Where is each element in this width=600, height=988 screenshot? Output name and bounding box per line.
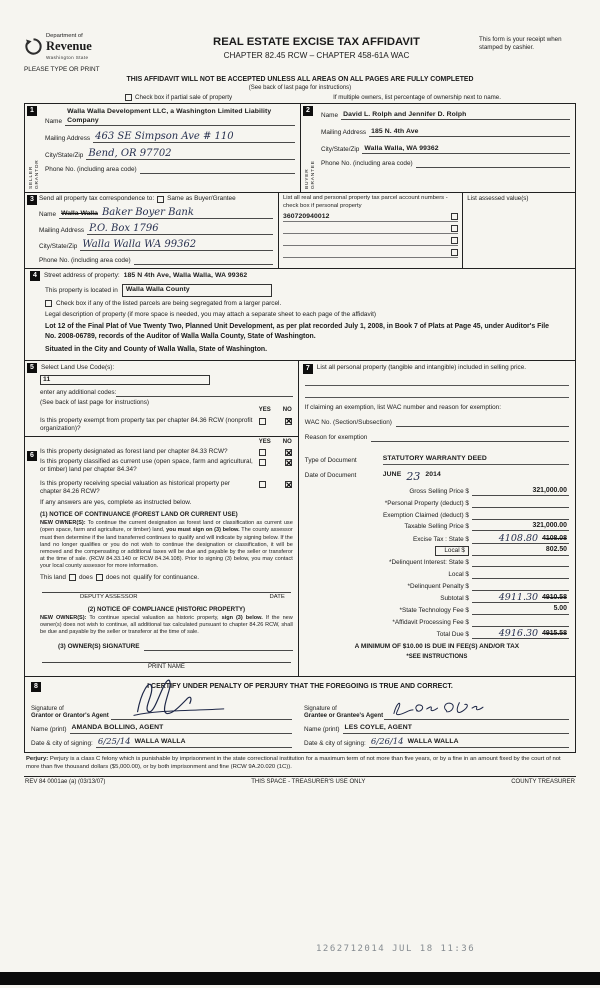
legal-description-label: Legal description of property (if more space is needed, you may attach a separate sheet to each page of the affidavit) <box>45 310 376 318</box>
parcel-personal-checkbox-3[interactable] <box>451 237 458 244</box>
exemption-reason-field[interactable] <box>371 433 569 442</box>
corr-name-label: Name <box>39 211 57 219</box>
exemption-claim-label: If claiming an exemption, list WAC number and reason for exemption: <box>304 403 501 411</box>
total-due-struck-value: 4915.58 <box>542 629 567 637</box>
warning-line: THIS AFFIDAVIT WILL NOT BE ACCEPTED UNLESS ALL AREAS ON ALL PAGES ARE FULLY COMPLETED <box>126 75 474 83</box>
historic-yes-checkbox[interactable] <box>259 481 266 488</box>
seller-mailing-field[interactable] <box>93 132 295 143</box>
grantor-name-print-label: Name (print) <box>31 725 67 733</box>
grantee-date-label: Date & city of signing: <box>304 739 366 747</box>
personal-property-and-tax-section <box>298 361 575 676</box>
fee-row-subtotal: Subtotal $ 4911.30 4910.58 <box>440 592 567 604</box>
section-3-badge: 3 <box>27 195 37 205</box>
corr-city-label: City/State/Zip <box>39 243 78 251</box>
personal-property-deduct-field[interactable] <box>472 499 569 508</box>
corr-name-struck-value: Walla Walla <box>61 209 98 217</box>
fee-row-excise-local <box>305 544 569 556</box>
grantee-name-value: LES COYLE, AGENT <box>344 724 412 732</box>
corr-name-field[interactable] <box>59 208 273 219</box>
seller-name-label: Name <box>45 118 63 126</box>
current-use-yes-checkbox[interactable] <box>259 459 266 466</box>
partial-sale-label: Check box if partial sale of property <box>135 93 233 101</box>
section-8-badge: 8 <box>31 682 41 692</box>
corr-name-handwritten-value: Baker Boyer Bank <box>101 207 194 219</box>
historic-question: Is this property receiving special valuation as historical property per chapter 84.26 RCW? <box>40 480 231 496</box>
delinquent-penalty-field[interactable] <box>472 582 569 591</box>
grantor-date-value: 6/25/14 <box>97 737 131 748</box>
grantee-date-value: 6/26/14 <box>370 737 404 748</box>
parcel-personal-checkbox-2[interactable] <box>451 225 458 232</box>
owners-signature-label: (3) OWNER(S) SIGNATURE <box>58 643 140 651</box>
same-as-buyer-checkbox[interactable] <box>157 196 164 203</box>
form-title-block <box>154 33 479 61</box>
see-back-note: (See back of last page for instructions) <box>248 85 352 92</box>
fee-row-delinquent-interest-local: Local $ <box>305 567 569 579</box>
fee-row-taxable-selling-price: Taxable Selling Price $ 321,000.00 <box>404 521 567 531</box>
wac-number-label: WAC No. (Section/Subsection) <box>304 418 392 426</box>
assessed-values-header: List assessed value(s) <box>467 195 529 203</box>
subtotal-field[interactable] <box>472 591 569 604</box>
located-in-label: This property is located in <box>45 286 118 294</box>
parcel-row <box>283 223 458 234</box>
date-label: DATE <box>269 593 285 600</box>
section-6-badge: 6 <box>27 451 37 461</box>
grantee-sig-label-1: Signature of <box>304 704 337 712</box>
processing-fee-field[interactable] <box>472 618 569 627</box>
exempt-question: Is this property exempt from property tax per chapter 84.36 RCW (nonprofit organization)? <box>40 416 253 432</box>
grantor-signature <box>123 675 253 719</box>
document-date-day-handwritten: 23 <box>406 469 421 483</box>
exempt-yes-checkbox[interactable] <box>259 418 266 425</box>
county-value: Walla Walla County <box>122 284 272 296</box>
print-name-label: PRINT NAME <box>147 664 185 671</box>
corr-city-value: Walla Walla WA 99362 <box>82 239 197 251</box>
total-due-field[interactable] <box>472 627 569 640</box>
document-type-label: Type of Document <box>304 456 357 464</box>
form-title: REAL ESTATE EXCISE TAX AFFIDAVIT <box>213 36 420 48</box>
county-treasurer-label: COUNTY TREASURER <box>511 778 575 785</box>
buyer-city-value: Walla Walla, WA 99362 <box>364 144 439 152</box>
fee-row-technology-fee: *State Technology Fee $ 5.00 <box>399 605 567 614</box>
parcel-number-value: 360720940012 <box>283 212 330 220</box>
tax-correspondence-section <box>24 193 576 269</box>
logo-wastate-text: Washington State <box>46 54 89 60</box>
tax-computation-rows <box>305 485 569 640</box>
buyer-phone-field[interactable] <box>416 159 570 168</box>
wac-number-field[interactable] <box>396 418 569 427</box>
fee-row-total-due: Total Due $ 4916.30 4915.58 <box>436 628 567 640</box>
section-1-badge: 1 <box>27 106 37 116</box>
historic-no-checkbox[interactable] <box>285 481 292 488</box>
section-2-badge: 2 <box>303 106 313 116</box>
street-address-value: 185 N 4th Ave, Walla Walla, WA 99362 <box>123 272 248 280</box>
grantee-signing-block <box>300 703 569 748</box>
grantor-name-field[interactable] <box>70 724 292 733</box>
print-name-line[interactable] <box>42 651 291 663</box>
ownership-note-row <box>24 94 576 102</box>
dor-logo <box>24 33 154 74</box>
grantor-date-field[interactable] <box>96 738 292 748</box>
deputy-assessor-signature-line[interactable] <box>42 582 291 593</box>
land-use-label: Select Land Use Code(s): <box>41 363 115 371</box>
section-4-badge: 4 <box>30 271 40 281</box>
classification-section <box>25 436 298 676</box>
grantor-name-value: AMANDA BOLLING, AGENT <box>71 724 164 732</box>
exemption-reason-label: Reason for exemption <box>304 433 368 441</box>
send-correspondence-label: Send all property tax correspondence to: <box>39 195 155 203</box>
local-label-box: Local $ <box>435 546 469 556</box>
corr-phone-label: Phone No. (including area code) <box>39 257 131 265</box>
yes-column-header: YES <box>258 438 271 445</box>
exemption-claimed-field[interactable] <box>472 511 569 520</box>
seller-grantor-vertical-label: SELLER GRANTOR <box>29 159 40 190</box>
parcel-row <box>283 211 458 222</box>
treasurer-space-label: THIS SPACE - TREASURER'S USE ONLY <box>251 778 366 785</box>
notice-compliance-text: NEW OWNER(S): To continue special valuation as historic property, sign (3) below. If the new owner(s) does not wish to continue, all additional tax calculated pursuant to chapter 84.26 RCW, shall be due and payable by the seller or transferor at the time of sale. <box>40 614 293 636</box>
grantee-name-field[interactable] <box>343 724 569 733</box>
technology-fee-field[interactable]: 5.00 <box>472 605 569 615</box>
forest-no-checkbox[interactable] <box>285 449 292 456</box>
no-column-header: NO <box>282 438 292 445</box>
middle-two-columns <box>24 361 576 677</box>
parcel-personal-checkbox-1[interactable] <box>451 213 458 220</box>
subtotal-handwritten-value: 4911.30 <box>498 592 539 604</box>
seller-mailing-value: 463 SE Simpson Ave # 110 <box>95 131 234 143</box>
multiple-owners-note: If multiple owners, list percentage of ownership next to name. <box>333 93 501 101</box>
document-date-month: JUNE <box>382 471 402 479</box>
section-7-badge: 7 <box>303 364 313 374</box>
footer-row <box>24 776 576 789</box>
parcel-numbers-header: List all real and personal property tax parcel account numbers - check box if personal property <box>283 195 448 209</box>
scan-artifact-bar <box>0 972 600 985</box>
grantor-sig-label-2: Grantor or Grantor's Agent <box>31 712 109 720</box>
logo-dept-text: Department of <box>46 33 83 39</box>
please-type-or-print-note: PLEASE TYPE OR PRINT <box>24 65 100 73</box>
seller-city-value: Bend, OR 97702 <box>88 148 172 160</box>
document-type-value: STATUTORY WARRANTY DEED <box>382 455 487 463</box>
excise-local-field[interactable]: 802.50 <box>472 546 569 556</box>
buyer-phone-label: Phone No. (including area code) <box>321 160 413 168</box>
receipt-note: This form is your receipt when stamped by cashier. <box>479 36 562 52</box>
corr-mailing-label: Mailing Address <box>39 227 85 235</box>
seller-name-value: Walla Walla Development LLC, a Washington Limited Liability Company <box>67 108 272 124</box>
form-subtitle: CHAPTER 82.45 RCW – CHAPTER 458-61A WAC <box>223 51 410 61</box>
buyer-mailing-value: 185 N. 4th Ave <box>371 127 419 135</box>
fee-row-exemption-claimed: Exemption Claimed (deduct) $ <box>305 508 569 520</box>
section-5-badge: 5 <box>27 363 37 373</box>
corr-mailing-value: P.O. Box 1796 <box>89 223 159 235</box>
fee-row-delinquent-interest-state: *Delinquent Interest: State $ <box>305 556 569 568</box>
grantor-date-label: Date & city of signing: <box>31 739 93 747</box>
certify-statement: I CERTIFY UNDER PENALTY OF PERJURY THAT THE FOREGOING IS TRUE AND CORRECT. <box>147 682 453 690</box>
logo-revenue-text: Revenue <box>46 39 92 54</box>
minimum-due-note: A MINIMUM OF $10.00 IS DUE IN FEE(S) AND/OR TAX <box>354 643 520 651</box>
grantor-city-value: WALLA WALLA <box>134 738 186 746</box>
parcel-personal-checkbox-4[interactable] <box>451 249 458 256</box>
gross-selling-price-field[interactable]: 321,000.00 <box>472 487 569 497</box>
notice-continuance-text: NEW OWNER(S): To continue the current designation as forest land or classification as current use (open space, farm and agriculture, or timber) land, you must sign on (3) below. The county assessor must then determine if the land transferred continues to qualify and will indicate by signing below. If the land no longer qualifies or you do not wish to continue the designation or classification, it will be removed and the compensating or additional taxes will be due and payable by the seller or transferor at the time of sale. (RCW 84.33.140 or RCW 84.34.108). Prior to signing (3) below, you may contact your local county assessor for more information. <box>40 520 293 570</box>
owners-signature-field[interactable] <box>144 642 293 651</box>
excise-state-field[interactable] <box>472 531 569 544</box>
buyer-name-label: Name <box>321 112 339 120</box>
corr-mailing-field[interactable] <box>87 224 273 235</box>
seller-mailing-label: Mailing Address <box>45 135 91 143</box>
land-use-code-value: 11 <box>43 375 51 383</box>
deputy-assessor-label: DEPUTY ASSESSOR <box>80 593 138 600</box>
notice-compliance-title: (2) NOTICE OF COMPLIANCE (HISTORIC PROPERTY) <box>87 605 246 613</box>
parcel-row <box>283 247 458 258</box>
street-address-label: Street address of property: <box>44 272 120 280</box>
does-not-qualify-checkbox[interactable] <box>96 574 103 581</box>
current-use-no-checkbox[interactable] <box>285 459 292 466</box>
buyer-name-value: David L. Rolph and Jennifer D. Rolph <box>343 110 467 118</box>
fee-row-gross-selling-price: Gross Selling Price $ 321,000.00 <box>409 486 567 496</box>
seller-name-field[interactable] <box>65 108 295 126</box>
fee-row-personal-property-deduct: *Personal Property (deduct) $ <box>305 496 569 508</box>
parcel-numbers-column <box>278 193 462 268</box>
situated-text: Situated in the City and County of Walla Walla, State of Washington. <box>45 346 268 354</box>
corr-city-field[interactable] <box>80 240 273 251</box>
does-qualify-checkbox[interactable] <box>69 574 76 581</box>
seller-phone-label: Phone No. (including area code) <box>45 166 137 174</box>
yes-column-header: YES <box>258 407 271 414</box>
grantee-signature-line[interactable] <box>384 706 569 720</box>
parties-section <box>24 103 576 193</box>
property-address-section <box>24 269 576 360</box>
segregated-checkbox[interactable] <box>45 300 52 307</box>
cashier-receipt-stamp: 1262712014 JUL 18 11:36 <box>316 944 476 954</box>
grantee-sig-label-2: Grantee or Grantee's Agent <box>304 712 384 720</box>
buyer-city-field[interactable] <box>362 145 570 154</box>
continuance-qualify-row: This land does does not qualify for continuance. <box>40 573 200 581</box>
personal-property-label: List all personal property (tangible and intangible) included in selling price. <box>316 363 527 371</box>
buyer-mailing-field[interactable] <box>369 128 570 137</box>
seller-city-field[interactable] <box>86 149 295 160</box>
partial-sale-checkbox[interactable] <box>125 94 132 101</box>
personal-property-blank-line[interactable] <box>305 386 569 398</box>
subtotal-struck-value: 4910.58 <box>542 593 567 601</box>
excise-state-struck-value: 4108.08 <box>542 534 567 542</box>
exempt-no-checkbox[interactable] <box>285 418 292 425</box>
parcel-row <box>283 235 458 246</box>
personal-property-blank-line[interactable] <box>305 374 569 386</box>
seller-grantor-box <box>25 104 300 192</box>
total-due-handwritten-value: 4916.30 <box>498 628 539 640</box>
buyer-name-field[interactable] <box>341 111 570 120</box>
perjury-statement: Perjury: Perjury is a class C felony which is punishable by imprisonment in the state correctional institution for a maximum term of not more than five years, or by a fine in an amount fixed by the court of not more than five thousand dollars ($5,000.00), or by both imprisonment and fine (RCW 9A.20.020 (1C)). <box>26 755 561 770</box>
additional-codes-field[interactable] <box>116 388 292 397</box>
excise-state-handwritten-value: 4108.80 <box>498 532 539 544</box>
form-header <box>24 33 576 74</box>
revenue-circular-arrows-icon <box>24 37 43 56</box>
grantee-signature <box>388 699 498 719</box>
no-column-header: NO <box>282 407 292 414</box>
assessed-values-column <box>462 193 575 268</box>
legal-description-text: Lot 12 of the Final Plat of Vue Twenty Two, Planned Unit Development, as per plat recorded July 1, 2008, in Book 7 of Plats at Page 45, under Auditor's File No. 2008-06789, records of the Auditor of Walla Walla County, State of Washington. <box>45 322 549 340</box>
buyer-city-label: City/State/Zip <box>321 146 360 154</box>
delinquent-interest-local-field[interactable] <box>472 570 569 579</box>
taxable-selling-price-field[interactable]: 321,000.00 <box>472 522 569 532</box>
land-use-code-box[interactable] <box>40 375 210 385</box>
if-yes-note: If any answers are yes, complete as instructed below. <box>40 499 192 507</box>
land-use-section <box>25 361 298 436</box>
seller-city-label: City/State/Zip <box>45 152 84 160</box>
current-use-question: Is this property classified as current use (open space, farm and agricultural, or timber) land per chapter 84.34? <box>40 458 253 474</box>
buyer-grantee-box <box>300 104 575 192</box>
buyer-grantee-vertical-label: BUYER GRANTEE <box>305 160 316 190</box>
grantor-sig-label-1: Signature of <box>31 704 64 712</box>
form-number: REV 84 0001ae (a) (03/13/07) <box>25 778 106 785</box>
grantee-name-print-label: Name (print) <box>304 725 340 733</box>
notice-continuance-title: (1) NOTICE OF CONTINUANCE (FOREST LAND OR CURRENT USE) <box>40 511 238 519</box>
grantee-date-field[interactable] <box>369 738 569 748</box>
see-back-note-2: (See back of last page for instructions) <box>40 399 150 407</box>
forest-land-question: Is this property designated as forest land per chapter 84.33 RCW? <box>40 448 228 456</box>
fee-row-excise-state: Excise Tax : State $ 4108.80 4108.08 <box>412 532 567 544</box>
see-instructions-note: *SEE INSTRUCTIONS <box>406 653 468 660</box>
buyer-mailing-label: Mailing Address <box>321 129 367 137</box>
forest-yes-checkbox[interactable] <box>259 449 266 456</box>
owners-signature-row <box>40 642 293 651</box>
fee-row-delinquent-penalty: *Delinquent Penalty $ <box>305 579 569 591</box>
certification-section <box>24 677 576 753</box>
seller-phone-field[interactable] <box>140 165 295 174</box>
reet-affidavit-form <box>24 33 576 788</box>
fee-row-processing-fee: *Affidavit Processing Fee $ <box>305 615 569 627</box>
additional-codes-label: enter any additional codes: <box>40 389 117 397</box>
same-as-buyer-label: Same as Buyer/Grantee <box>167 195 236 203</box>
document-date-year: 2014 <box>425 471 441 479</box>
grantee-city-value: WALLA WALLA <box>407 738 459 746</box>
corr-phone-field[interactable] <box>134 256 273 265</box>
delinquent-interest-state-field[interactable] <box>472 558 569 567</box>
document-date-label: Date of Document <box>304 471 357 479</box>
segregated-label: Check box if any of the listed parcels are being segregated from a larger parcel. <box>56 299 282 307</box>
